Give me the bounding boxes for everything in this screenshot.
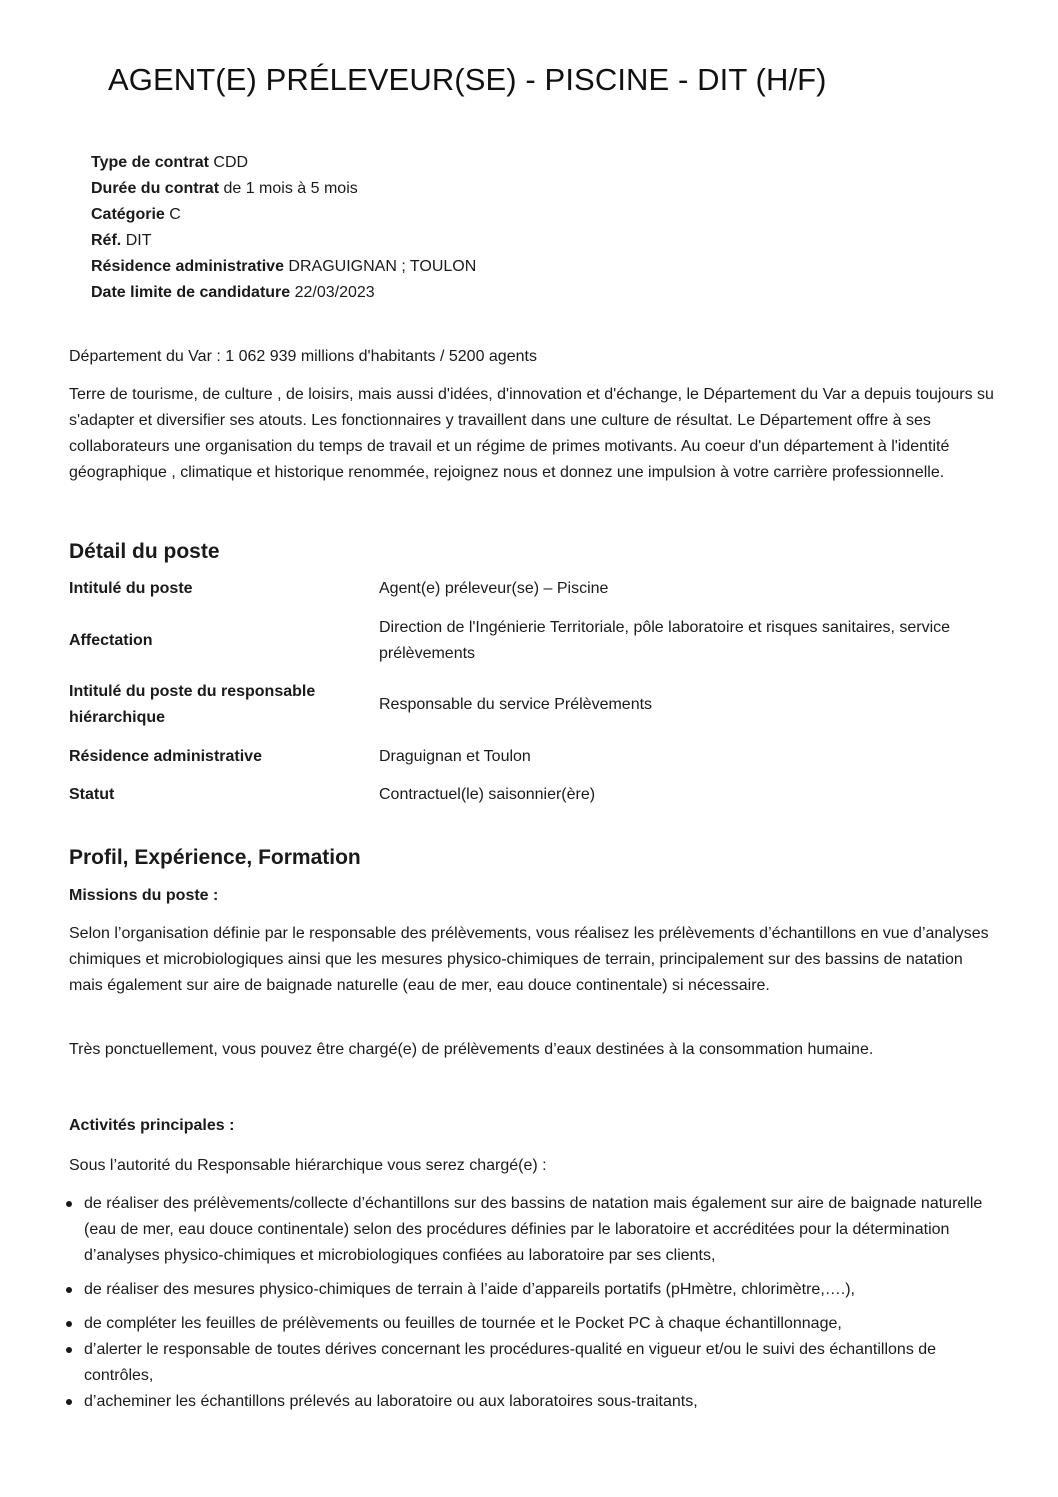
profile-heading: Profil, Expérience, Formation <box>69 846 361 869</box>
meta-row-contract-type <box>91 150 476 176</box>
detail-value: Direction de l'Ingénierie Territoriale, pôle laboratoire et risques sanitaires, service prélèvements <box>379 619 951 662</box>
meta-row-deadline <box>91 280 476 306</box>
detail-value: Agent(e) préleveur(se) – Piscine <box>379 580 609 597</box>
meta-label: Résidence administrative <box>91 258 284 275</box>
meta-label: Réf. <box>91 232 122 249</box>
detail-value: Contractuel(le) saisonnier(ère) <box>379 786 596 803</box>
missions-paragraph: Selon l’organisation définie par le responsable des prélèvements, vous réalisez les prélèvements d’échantillons en vue d’analyses chimiques et microbiologiques ainsi que les mesures physico-chimiques de terrain, principalement sur des bassins de natation mais également sur aire de baignade naturelle (eau de mer, eau douce continentale) si nécessaire. <box>69 925 989 994</box>
meta-row-residence <box>91 254 476 280</box>
detail-value: Responsable du service Prélèvements <box>379 696 653 713</box>
meta-value: C <box>169 206 181 223</box>
meta-label: Durée du contrat <box>91 180 220 197</box>
meta-value: de 1 mois à 5 mois <box>223 180 358 197</box>
meta-row-reference <box>91 228 476 254</box>
meta-row-contract-duration <box>91 176 476 202</box>
activities-list <box>60 1191 1000 1415</box>
job-meta <box>91 150 476 306</box>
list-item: de réaliser des mesures physico-chimiques de terrain à l’aide d’appareils portatifs (pHmètre, chlorimètre,….), <box>60 1277 1000 1303</box>
meta-value: CDD <box>213 154 249 171</box>
list-item: d’alerter le responsable de toutes dérives concernant les procédures-qualité en vigueur et/ou le suivi des échantillons de contrôles, <box>60 1337 1000 1389</box>
detail-value: Draguignan et Toulon <box>379 748 531 765</box>
detail-label: Intitulé du poste du responsable hiérarchique <box>69 683 316 726</box>
detail-label: Affectation <box>69 632 153 649</box>
page-title: AGENT(E) PRÉLEVEUR(SE) - PISCINE - DIT (H/F) <box>108 62 827 97</box>
meta-label: Date limite de candidature <box>91 284 291 301</box>
list-item: de réaliser des prélèvements/collecte d’échantillons sur des bassins de natation mais également sur aire de baignade naturelle (eau de mer, eau douce continentale) selon des procédures définies par le laboratoire et accréditées pour la détermination d’analyses physico-chimiques et microbiologiques confiées au laboratoire par ses clients, <box>60 1191 1000 1269</box>
meta-value: 22/03/2023 <box>294 284 375 301</box>
meta-label: Catégorie <box>91 206 165 223</box>
list-item: d’acheminer les échantillons prélevés au laboratoire ou aux laboratoires sous-traitants, <box>60 1389 1000 1415</box>
detail-label: Résidence administrative <box>69 748 262 765</box>
detail-label: Intitulé du poste <box>69 580 193 597</box>
detail-label: Statut <box>69 786 115 803</box>
activities-intro: Sous l’autorité du Responsable hiérarchique vous serez chargé(e) : <box>69 1157 547 1174</box>
meta-label: Type de contrat <box>91 154 209 171</box>
detail-heading: Détail du poste <box>69 540 220 563</box>
list-item: de compléter les feuilles de prélèvements ou feuilles de tournée et le Pocket PC à chaque échantillonnage, <box>60 1311 1000 1337</box>
missions-heading: Missions du poste : <box>69 887 219 904</box>
meta-value: DIT <box>125 232 152 249</box>
intro-stats: Département du Var : 1 062 939 millions d'habitants / 5200 agents <box>69 348 537 365</box>
meta-value: DRAGUIGNAN ; TOULON <box>288 258 477 275</box>
meta-row-category <box>91 202 476 228</box>
intro-paragraph: Terre de tourisme, de culture , de loisirs, mais aussi d'idées, d'innovation et d'échange, le Département du Var a depuis toujours su s'adapter et diversifier ses atouts. Les fonctionnaires y travaillent dans une culture de résultat. Le Département offre à ses collaborateurs une organisation du temps de travail et un régime de primes motivants. Au coeur d'un département à l'identité géographique , climatique et historique renommée, rejoignez nous et donnez une impulsion à votre carrière professionnelle. <box>69 386 994 481</box>
missions-paragraph-2: Très ponctuellement, vous pouvez être chargé(e) de prélèvements d’eaux destinées à la consommation humaine. <box>69 1041 874 1058</box>
activities-heading: Activités principales : <box>69 1117 235 1134</box>
